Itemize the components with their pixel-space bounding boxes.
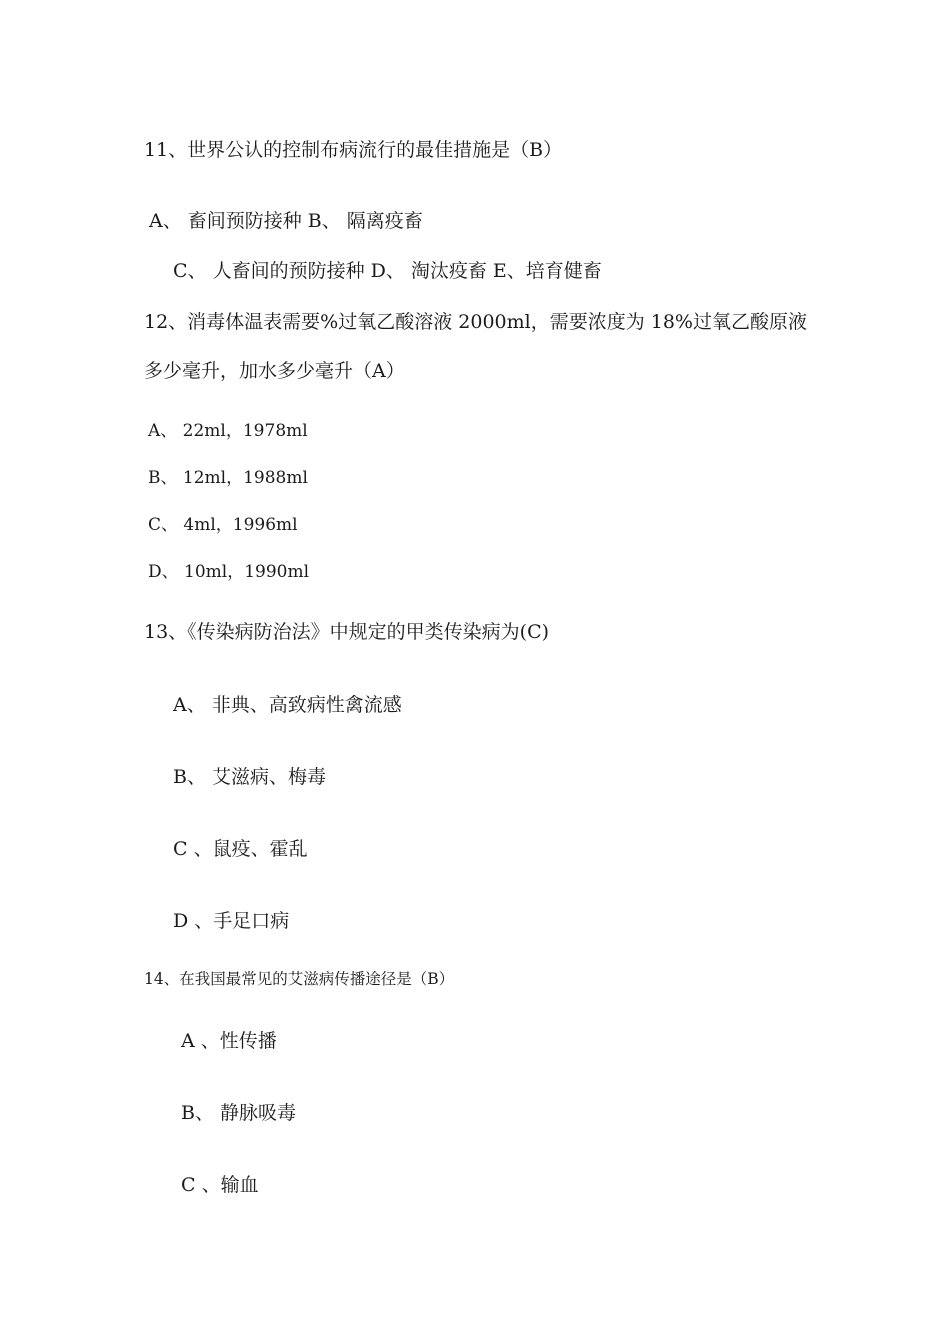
question-12-option-d: D、 10ml，1990ml: [148, 562, 310, 582]
question-12-option-a: A、 22ml，1978ml: [148, 421, 308, 441]
question-12-option-b: B、 12ml，1988ml: [148, 468, 308, 488]
question-11: 11、世界公认的控制布病流行的最佳措施是（B）: [144, 139, 563, 161]
question-13-option-d: D 、手足口病: [173, 910, 290, 932]
question-12-line-1: 12、消毒体温表需要%过氧乙酸溶液 2000ml，需要浓度为 18%过氧乙酸原液: [144, 311, 807, 333]
question-13-option-c: C 、鼠疫、霍乱: [173, 838, 308, 860]
question-11-options-row-1: A、 畜间预防接种 B、 隔离疫畜: [149, 210, 423, 232]
question-14-option-c: C 、输血: [181, 1174, 259, 1196]
question-13-option-a: A、 非典、高致病性禽流感: [173, 694, 402, 716]
question-13: 13、《传染病防治法》中规定的甲类传染病为(C): [144, 621, 550, 643]
question-14: 14、在我国最常见的艾滋病传播途径是（B）: [144, 970, 455, 988]
question-14-option-b: B、 静脉吸毒: [181, 1102, 297, 1124]
question-12-line-2: 多少毫升，加水多少毫升（A）: [144, 360, 405, 382]
question-14-option-a: A 、性传播: [181, 1030, 277, 1052]
question-11-options-row-2: C、 人畜间的预防接种 D、 淘汰疫畜 E、培育健畜: [173, 260, 602, 282]
question-12-option-c: C、 4ml，1996ml: [148, 515, 298, 535]
question-13-option-b: B、 艾滋病、梅毒: [173, 766, 327, 788]
